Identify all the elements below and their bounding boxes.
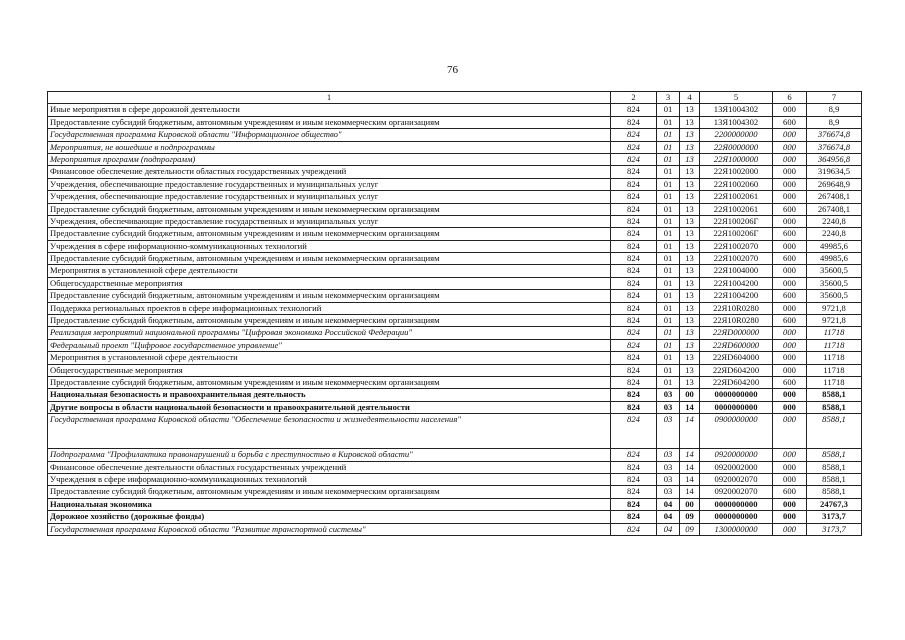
table-row [48,166,862,178]
code-6-cell: 000 [773,511,807,523]
header-cell: 4 [680,92,700,104]
amount-cell: 2240,8 [807,228,862,240]
row-name-cell: Общегосударственные мероприятия [48,277,611,289]
code-5-cell: 13Я1004302 [700,104,773,116]
row-name-cell: Финансовое обеспечение деятельности областных государственных учреждений [48,166,611,178]
row-name-cell: Мероприятия программ (подпрограмм) [48,153,611,165]
code-2-cell: 824 [611,364,657,376]
code-2-cell: 824 [611,352,657,364]
amount-cell: 8588,1 [807,461,862,473]
code-5-cell: 0920000000 [700,449,773,461]
table-body [48,104,862,536]
code-4-cell: 13 [680,191,700,203]
code-5-cell: 22Я1002070 [700,240,773,252]
row-name-cell: Предоставление субсидий бюджетным, автономным учреждениям и иным некоммерческим организациям [48,290,611,302]
amount-cell: 8588,1 [807,389,862,401]
header-cell: 6 [773,92,807,104]
amount-cell: 11718 [807,364,862,376]
amount-cell: 2240,8 [807,215,862,227]
code-4-cell: 13 [680,302,700,314]
code-4-cell: 13 [680,153,700,165]
code-4-cell: 14 [680,414,700,449]
code-5-cell: 0000000000 [700,389,773,401]
amount-cell: 3173,7 [807,511,862,523]
amount-cell: 8588,1 [807,401,862,413]
code-5-cell: 0920002070 [700,486,773,498]
table-row [48,228,862,240]
row-name-cell: Предоставление субсидий бюджетным, автономным учреждениям и иным некоммерческим организациям [48,228,611,240]
table-row [48,511,862,523]
code-6-cell: 600 [773,228,807,240]
table-row [48,352,862,364]
code-3-cell: 01 [657,129,680,141]
table-row [48,401,862,413]
row-name-cell: Подпрограмма "Профилактика правонарушений и борьба с преступностью в Кировской области" [48,449,611,461]
code-3-cell: 01 [657,166,680,178]
table-row [48,414,862,449]
table-row [48,315,862,327]
code-3-cell: 01 [657,104,680,116]
code-4-cell: 13 [680,240,700,252]
header-cell: 5 [700,92,773,104]
table-row [48,290,862,302]
code-3-cell: 01 [657,116,680,128]
code-4-cell: 13 [680,228,700,240]
amount-cell: 267408,1 [807,191,862,203]
table-row [48,389,862,401]
code-5-cell: 22Я1000000 [700,153,773,165]
amount-cell: 9721,8 [807,302,862,314]
code-3-cell: 01 [657,352,680,364]
row-name-cell: Предоставление субсидий бюджетным, автономным учреждениям и иным некоммерческим организациям [48,253,611,265]
code-2-cell: 824 [611,104,657,116]
table-row [48,116,862,128]
amount-cell: 11718 [807,339,862,351]
amount-cell: 35600,5 [807,265,862,277]
code-3-cell: 01 [657,290,680,302]
code-4-cell: 13 [680,178,700,190]
code-4-cell: 13 [680,327,700,339]
row-name-cell: Предоставление субсидий бюджетным, автономным учреждениям и иным некоммерческим организациям [48,315,611,327]
code-6-cell: 000 [773,104,807,116]
code-3-cell: 01 [657,315,680,327]
code-5-cell: 22Я1002060 [700,178,773,190]
code-5-cell: 22ЯD604200 [700,364,773,376]
code-5-cell: 22Я0000000 [700,141,773,153]
amount-cell: 49985,6 [807,240,862,252]
code-4-cell: 13 [680,215,700,227]
code-6-cell: 600 [773,253,807,265]
code-6-cell: 000 [773,302,807,314]
code-2-cell: 824 [611,240,657,252]
header-cell: 3 [657,92,680,104]
code-5-cell: 22Я10R0280 [700,302,773,314]
code-2-cell: 824 [611,389,657,401]
code-4-cell: 13 [680,339,700,351]
code-6-cell: 000 [773,449,807,461]
code-3-cell: 01 [657,240,680,252]
code-3-cell: 03 [657,486,680,498]
code-3-cell: 01 [657,364,680,376]
amount-cell: 49985,6 [807,253,862,265]
amount-cell: 8588,1 [807,449,862,461]
code-4-cell: 13 [680,253,700,265]
code-6-cell: 600 [773,315,807,327]
row-name-cell: Реализация мероприятий национальной программы "Цифровая экономика Российской Федерации" [48,327,611,339]
table-row [48,178,862,190]
code-2-cell: 824 [611,498,657,510]
page-number: 76 [447,64,458,76]
code-4-cell: 13 [680,277,700,289]
code-2-cell: 824 [611,228,657,240]
row-name-cell: Мероприятия в установленной сфере деятельности [48,352,611,364]
code-5-cell: 22Я1004000 [700,265,773,277]
row-name-cell: Предоставление субсидий бюджетным, автономным учреждениям и иным некоммерческим организациям [48,486,611,498]
code-2-cell: 824 [611,414,657,449]
amount-cell: 11718 [807,327,862,339]
code-3-cell: 01 [657,327,680,339]
code-6-cell: 000 [773,141,807,153]
code-4-cell: 09 [680,523,700,535]
code-2-cell: 824 [611,473,657,485]
amount-cell: 267408,1 [807,203,862,215]
table-row [48,449,862,461]
budget-table [47,91,862,536]
table-row [48,104,862,116]
code-4-cell: 13 [680,376,700,388]
row-name-cell: Государственная программа Кировской области "Информационное общество" [48,129,611,141]
code-2-cell: 824 [611,116,657,128]
table-row [48,302,862,314]
table-row [48,473,862,485]
amount-cell: 8,9 [807,104,862,116]
code-4-cell: 13 [680,203,700,215]
code-2-cell: 824 [611,153,657,165]
header-row [48,92,862,104]
row-name-cell: Мероприятия в установленной сфере деятельности [48,265,611,277]
header-cell: 7 [807,92,862,104]
code-6-cell: 000 [773,215,807,227]
code-5-cell: 0920002070 [700,473,773,485]
table-row [48,240,862,252]
code-5-cell: 22Я10R0280 [700,315,773,327]
code-5-cell: 22Я1004200 [700,290,773,302]
code-2-cell: 824 [611,290,657,302]
row-name-cell: Дорожное хозяйство (дорожные фонды) [48,511,611,523]
table-row [48,461,862,473]
code-6-cell: 600 [773,116,807,128]
code-6-cell: 000 [773,414,807,449]
code-2-cell: 824 [611,265,657,277]
code-5-cell: 1300000000 [700,523,773,535]
code-2-cell: 824 [611,327,657,339]
table-row [48,498,862,510]
table-row [48,215,862,227]
code-3-cell: 01 [657,277,680,289]
code-2-cell: 824 [611,141,657,153]
table-row [48,203,862,215]
code-2-cell: 824 [611,253,657,265]
code-6-cell: 000 [773,339,807,351]
table-row [48,327,862,339]
code-2-cell: 824 [611,511,657,523]
table-row [48,277,862,289]
code-5-cell: 13Я1004302 [700,116,773,128]
amount-cell: 24767,3 [807,498,862,510]
code-4-cell: 13 [680,290,700,302]
row-name-cell: Учреждения, обеспечивающие предоставление государственных и муниципальных услуг [48,178,611,190]
table-row [48,376,862,388]
row-name-cell: Федеральный проект "Цифровое государственное управление" [48,339,611,351]
code-5-cell: 22Я1002061 [700,191,773,203]
code-6-cell: 000 [773,166,807,178]
code-4-cell: 00 [680,498,700,510]
code-4-cell: 13 [680,315,700,327]
code-3-cell: 01 [657,215,680,227]
code-5-cell: 2200000000 [700,129,773,141]
amount-cell: 11718 [807,352,862,364]
code-5-cell: 22ЯD000000 [700,327,773,339]
amount-cell: 35600,5 [807,277,862,289]
code-3-cell: 01 [657,203,680,215]
code-4-cell: 00 [680,389,700,401]
code-3-cell: 04 [657,511,680,523]
code-3-cell: 01 [657,153,680,165]
row-name-cell: Учреждения, обеспечивающие предоставление государственных и муниципальных услуг [48,191,611,203]
code-4-cell: 13 [680,352,700,364]
code-2-cell: 824 [611,302,657,314]
code-4-cell: 13 [680,129,700,141]
row-name-cell: Мероприятия, не вошедшие в подпрограммы [48,141,611,153]
amount-cell: 11718 [807,376,862,388]
row-name-cell: Предоставление субсидий бюджетным, автономным учреждениям и иным некоммерческим организациям [48,376,611,388]
code-2-cell: 824 [611,129,657,141]
table-row [48,265,862,277]
code-4-cell: 09 [680,511,700,523]
row-name-cell: Национальная безопасность и правоохранительная деятельность [48,389,611,401]
code-3-cell: 01 [657,141,680,153]
code-4-cell: 14 [680,401,700,413]
code-4-cell: 13 [680,141,700,153]
code-3-cell: 01 [657,178,680,190]
code-4-cell: 14 [680,461,700,473]
code-5-cell: 22Я1002070 [700,253,773,265]
code-3-cell: 04 [657,523,680,535]
row-name-cell: Учреждения в сфере информационно-коммуникационных технологий [48,473,611,485]
row-name-cell: Учреждения в сфере информационно-коммуникационных технологий [48,240,611,252]
code-4-cell: 13 [680,166,700,178]
amount-cell: 9721,8 [807,315,862,327]
amount-cell: 376674,8 [807,141,862,153]
amount-cell: 8588,1 [807,414,862,449]
code-4-cell: 13 [680,104,700,116]
table-row [48,191,862,203]
code-4-cell: 13 [680,265,700,277]
code-6-cell: 000 [773,265,807,277]
code-6-cell: 000 [773,498,807,510]
code-6-cell: 000 [773,352,807,364]
row-name-cell: Другие вопросы в области национальной безопасности и правоохранительной деятельности [48,401,611,413]
code-6-cell: 000 [773,277,807,289]
table-row [48,339,862,351]
code-2-cell: 824 [611,203,657,215]
row-name-cell: Государственная программа Кировской области "Обеспечение безопасности и жизнедеятельности населения" [48,414,611,449]
code-2-cell: 824 [611,215,657,227]
code-3-cell: 01 [657,253,680,265]
row-name-cell: Государственная программа Кировской области "Развитие транспортной системы" [48,523,611,535]
code-5-cell: 0000000000 [700,498,773,510]
code-3-cell: 01 [657,191,680,203]
code-6-cell: 000 [773,473,807,485]
table-row [48,253,862,265]
code-6-cell: 600 [773,203,807,215]
code-6-cell: 600 [773,486,807,498]
code-5-cell: 22Я1002061 [700,203,773,215]
code-5-cell: 22Я100206Г [700,228,773,240]
code-3-cell: 01 [657,339,680,351]
code-6-cell: 000 [773,327,807,339]
table-row [48,486,862,498]
code-3-cell: 03 [657,449,680,461]
code-3-cell: 01 [657,302,680,314]
code-2-cell: 824 [611,339,657,351]
code-2-cell: 824 [611,191,657,203]
header-cell: 2 [611,92,657,104]
code-6-cell: 000 [773,191,807,203]
code-6-cell: 000 [773,401,807,413]
code-5-cell: 0000000000 [700,511,773,523]
row-name-cell: Предоставление субсидий бюджетным, автономным учреждениям и иным некоммерческим организациям [48,203,611,215]
amount-cell: 8588,1 [807,473,862,485]
amount-cell: 269648,9 [807,178,862,190]
amount-cell: 35600,5 [807,290,862,302]
amount-cell: 376674,8 [807,129,862,141]
code-6-cell: 000 [773,364,807,376]
table-row [48,364,862,376]
code-5-cell: 22ЯD604200 [700,376,773,388]
table-row [48,523,862,535]
code-3-cell: 03 [657,401,680,413]
code-5-cell: 0900000000 [700,414,773,449]
code-2-cell: 824 [611,401,657,413]
header-cell: 1 [48,92,611,104]
code-6-cell: 600 [773,376,807,388]
code-3-cell: 04 [657,498,680,510]
code-2-cell: 824 [611,486,657,498]
row-name-cell: Поддержка региональных проектов в сфере информационных технологий [48,302,611,314]
code-3-cell: 03 [657,414,680,449]
row-name-cell: Предоставление субсидий бюджетным, автономным учреждениям и иным некоммерческим организациям [48,116,611,128]
row-name-cell: Финансовое обеспечение деятельности областных государственных учреждений [48,461,611,473]
code-3-cell: 03 [657,389,680,401]
code-6-cell: 000 [773,129,807,141]
table-row [48,129,862,141]
code-5-cell: 22Я1004200 [700,277,773,289]
code-2-cell: 824 [611,315,657,327]
code-2-cell: 824 [611,277,657,289]
amount-cell: 8,9 [807,116,862,128]
code-2-cell: 824 [611,178,657,190]
code-2-cell: 824 [611,461,657,473]
code-5-cell: 22ЯD600000 [700,339,773,351]
code-2-cell: 824 [611,523,657,535]
code-5-cell: 22Я1002000 [700,166,773,178]
row-name-cell: Иные мероприятия в сфере дорожной деятельности [48,104,611,116]
row-name-cell: Учреждения, обеспечивающие предоставление государственных и муниципальных услуг [48,215,611,227]
code-5-cell: 0000000000 [700,401,773,413]
table-row [48,153,862,165]
code-3-cell: 01 [657,228,680,240]
code-4-cell: 14 [680,449,700,461]
code-3-cell: 03 [657,473,680,485]
code-6-cell: 000 [773,153,807,165]
row-name-cell: Национальная экономика [48,498,611,510]
code-4-cell: 14 [680,473,700,485]
row-name-cell: Общегосударственные мероприятия [48,364,611,376]
code-6-cell: 000 [773,178,807,190]
code-3-cell: 03 [657,461,680,473]
code-6-cell: 600 [773,290,807,302]
amount-cell: 364956,8 [807,153,862,165]
table-row [48,141,862,153]
code-2-cell: 824 [611,376,657,388]
code-5-cell: 22ЯD604000 [700,352,773,364]
code-5-cell: 0920002000 [700,461,773,473]
code-4-cell: 13 [680,364,700,376]
amount-cell: 8588,1 [807,486,862,498]
code-5-cell: 22Я100206Г [700,215,773,227]
code-2-cell: 824 [611,166,657,178]
code-3-cell: 01 [657,376,680,388]
code-6-cell: 000 [773,240,807,252]
code-4-cell: 13 [680,116,700,128]
code-3-cell: 01 [657,265,680,277]
code-6-cell: 000 [773,461,807,473]
code-4-cell: 14 [680,486,700,498]
code-2-cell: 824 [611,449,657,461]
amount-cell: 3173,7 [807,523,862,535]
amount-cell: 319634,5 [807,166,862,178]
code-6-cell: 000 [773,389,807,401]
code-6-cell: 000 [773,523,807,535]
